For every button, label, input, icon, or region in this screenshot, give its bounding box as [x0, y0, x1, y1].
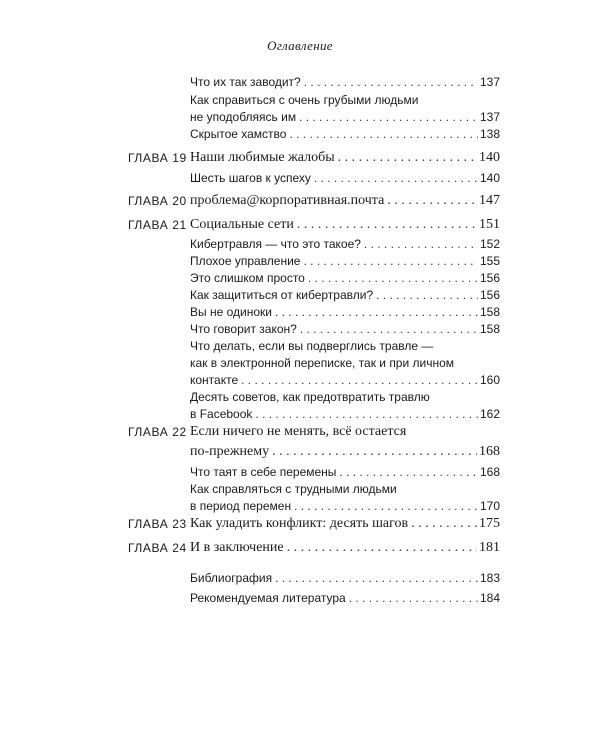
leader-dots [338, 148, 477, 168]
leader-dots [241, 372, 478, 389]
leader-dots [376, 287, 478, 304]
chapter-label: ГЛАВА 21 [128, 218, 187, 232]
chapter-label: ГЛАВА 22 [128, 425, 187, 439]
toc-entry-title: Что таят в себе перемены [190, 465, 337, 479]
toc-entry[interactable] [190, 253, 500, 270]
page-number: 162 [479, 407, 500, 421]
toc-entry-bibliography[interactable] [190, 568, 500, 588]
toc-entry-title: Что говорит закон? [190, 322, 297, 336]
leader-dots [349, 588, 478, 608]
page-number: 181 [479, 540, 500, 555]
leader-dots [294, 498, 478, 515]
toc-entry-title: Что их так заводит? [190, 75, 301, 89]
toc-entry[interactable] [190, 126, 500, 143]
toc-entry[interactable] [190, 304, 500, 321]
leader-dots [364, 236, 478, 253]
chapter-title: И в заключение [190, 540, 284, 555]
toc-entry-title: Шесть шагов к успеху [190, 171, 311, 185]
toc-entry-title: не уподобляясь им [190, 110, 297, 124]
chapter-entry[interactable] [190, 422, 500, 462]
page-number: 140 [479, 171, 500, 185]
page-number: 137 [479, 110, 500, 124]
toc-entry[interactable] [190, 321, 500, 338]
toc-entry-title: Плохое управление [190, 254, 301, 268]
page-number: 151 [479, 217, 500, 232]
toc-entry-title-line: Что делать, если вы подверглись травле — [190, 339, 434, 353]
chapter-entry[interactable] [190, 514, 500, 534]
page-number: 138 [479, 127, 500, 141]
chapter-entry[interactable] [190, 148, 500, 168]
page-number: 160 [479, 373, 500, 387]
chapter-title: по-прежнему [190, 444, 270, 459]
toc-entry-title-line: Как справляться с трудными людьми [190, 482, 397, 496]
chapter-label: ГЛАВА 19 [128, 151, 187, 165]
toc-entry[interactable] [190, 389, 500, 423]
leader-dots [304, 74, 478, 91]
toc-entry-title: контакте [190, 373, 239, 387]
page-number: 184 [479, 591, 500, 605]
leader-dots [300, 321, 478, 338]
toc-entry[interactable] [190, 270, 500, 287]
toc-entry-title-line: как в электронной переписке, так и при личном [190, 356, 455, 370]
toc-entry[interactable] [190, 170, 500, 187]
chapter-title: проблема@корпоративная.почта [190, 193, 385, 208]
page-number: 158 [479, 322, 500, 336]
page-number: 183 [479, 571, 500, 585]
leader-dots [287, 538, 477, 558]
chapter-title: Социальные сети [190, 217, 294, 232]
toc-entry-title: Вы не одиноки [190, 305, 272, 319]
page-number: 168 [479, 444, 500, 459]
leader-dots [272, 442, 477, 462]
toc-entry-title: Библиография [190, 571, 273, 585]
toc-entry[interactable] [190, 92, 500, 126]
toc-entry-title: в Facebook [190, 407, 253, 421]
leader-dots [303, 253, 477, 270]
toc-entry[interactable] [190, 236, 500, 253]
leader-dots [297, 215, 477, 235]
toc-entry-title: Это слишком просто [190, 271, 305, 285]
toc-entry[interactable] [190, 74, 500, 91]
leader-dots [255, 406, 478, 423]
toc-entry-title: Скрытое хамство [190, 127, 287, 141]
chapter-title: Наши любимые жалобы [190, 150, 335, 165]
chapter-title-line: Если ничего не менять, всё остается [190, 424, 407, 439]
page-number: 170 [479, 499, 500, 513]
running-head: Оглавление [267, 38, 333, 53]
page-number: 175 [479, 516, 500, 531]
chapter-label: ГЛАВА 24 [128, 541, 187, 555]
leader-dots [339, 464, 478, 481]
toc-entry-title: Как защититься от кибертравли? [190, 288, 374, 302]
chapter-entry[interactable] [190, 215, 500, 235]
leader-dots [387, 191, 477, 211]
leader-dots [275, 568, 478, 588]
page-number: 152 [479, 237, 500, 251]
page-number: 155 [479, 254, 500, 268]
toc-entry-title: Кибертравля — что это такое? [190, 237, 361, 251]
leader-dots [299, 109, 478, 126]
chapter-title: Как уладить конфликт: десять шагов [190, 516, 409, 531]
toc-entry[interactable] [190, 481, 500, 515]
page-number: 158 [479, 305, 500, 319]
page-number: 168 [479, 465, 500, 479]
leader-dots [411, 514, 477, 534]
chapter-entry[interactable] [190, 191, 500, 211]
page-number: 156 [479, 271, 500, 285]
page-number: 137 [479, 75, 500, 89]
toc-entry-title: Рекомендуемая литература [190, 591, 346, 605]
page-number: 147 [479, 193, 500, 208]
toc-entry-title-line: Десять советов, как предотвратить травлю [190, 390, 430, 404]
toc-entry-title-line: Как справиться с очень грубыми людьми [190, 93, 419, 107]
toc-entry[interactable] [190, 464, 500, 481]
chapter-entry[interactable] [190, 538, 500, 558]
toc-entry-recommended-reading[interactable] [190, 588, 500, 608]
leader-dots [275, 304, 478, 321]
page-number: 140 [479, 150, 500, 165]
leader-dots [314, 170, 478, 187]
page-number: 156 [479, 288, 500, 302]
chapter-label: ГЛАВА 20 [128, 194, 187, 208]
toc-entry[interactable] [190, 338, 500, 389]
toc-entry-title: в период перемен [190, 499, 292, 513]
leader-dots [289, 126, 478, 143]
chapter-label: ГЛАВА 23 [128, 517, 187, 531]
toc-entry[interactable] [190, 287, 500, 304]
leader-dots [308, 270, 478, 287]
